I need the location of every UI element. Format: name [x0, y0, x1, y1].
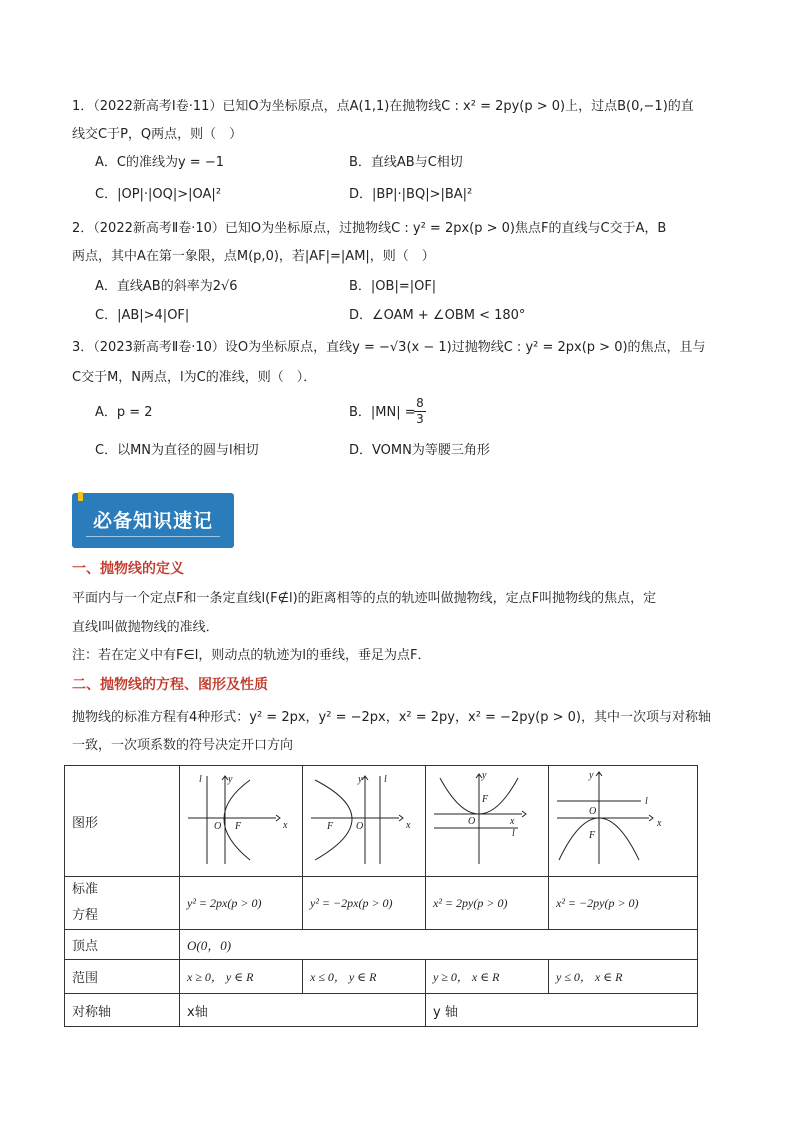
fig4-f-label: F [589, 830, 596, 841]
fig3-o-label: O [468, 816, 476, 827]
figure-cell-down [549, 766, 698, 877]
q2-stem-line2: 两点，其中A在第一象限，点M(p,0)，若|AF|=|AM|，则（ ） [72, 249, 435, 264]
fraction-numerator: 8 [414, 396, 426, 412]
table-row-figure [65, 766, 698, 877]
q2-option-d: D．∠OAM + ∠OBM < 180° [349, 308, 526, 323]
q3-option-a: A．p = 2 [95, 405, 153, 420]
axis-x: x轴 [180, 994, 426, 1027]
section1-line2: 直线l叫做抛物线的准线． [72, 620, 219, 635]
q1-stem-line2: 线交C于P，Q两点，则（ ） [72, 127, 243, 142]
section2-line2: 一致，一次项系数的符号决定开口方向 [72, 738, 294, 753]
q2-stem-line1: 2．（2022新高考Ⅱ卷·10）已知O为坐标原点，过抛物线C : y² = 2px(p > 0)焦点F的直线与C交于A，B [72, 221, 667, 236]
fig1-o-label: O [214, 821, 222, 832]
q3-option-c: C．以MN为直径的圆与l相切 [95, 443, 259, 458]
badge-tab [78, 492, 83, 501]
fig3-f-label: F [482, 794, 489, 805]
figure-cell-up [426, 766, 549, 877]
table-row-vertex [65, 930, 698, 960]
q2-option-c: C．|AB|>4|OF| [95, 308, 190, 323]
equation-right: y² = 2px(p > 0) [180, 877, 303, 930]
table-row-axis [65, 994, 698, 1027]
section1-note: 注：若在定义中有F∈l，则动点的轨迹为l的垂线，垂足为点F． [72, 648, 431, 663]
row-label-equation-1: 标准 [72, 882, 99, 897]
fig4-o-label: O [589, 806, 597, 817]
fig2-l-label: l [384, 774, 387, 785]
fig1-f-label: F [235, 821, 242, 832]
section2-title: 二、抛物线的方程、图形及性质 [72, 677, 268, 693]
section-badge-label: 必备知识速记 [92, 510, 213, 532]
table-row-range [65, 960, 698, 994]
range-right: x ≥ 0， y ∈ R [180, 960, 303, 994]
q1-option-d: D．|BP|·|BQ|>|BA|² [349, 187, 473, 202]
fig4-y-label: y [589, 770, 594, 781]
row-label-figure: 图形 [65, 766, 180, 877]
parabola-up-figure [426, 766, 548, 872]
range-down: y ≤ 0， x ∈ R [549, 960, 698, 994]
row-label-range: 范围 [65, 960, 180, 994]
badge-underline [86, 536, 220, 537]
q2-option-b: B．|OB|=|OF| [349, 279, 437, 294]
equation-left: y² = −2px(p > 0) [303, 877, 426, 930]
fig3-l-label: l [512, 828, 515, 839]
fig1-x-label: x [283, 820, 288, 831]
range-up: y ≥ 0， x ∈ R [426, 960, 549, 994]
section2-line1: 抛物线的标准方程有4种形式：y² = 2px，y² = −2px，x² = 2py，x² = −2py(p > 0)，其中一次项与对称轴 [72, 710, 711, 725]
parabola-right-figure [180, 766, 302, 872]
q1-option-a: A．C的准线为y = −1 [95, 155, 224, 170]
section-badge [72, 493, 234, 548]
parabola-properties-table [64, 765, 698, 1027]
row-label-vertex: 顶点 [65, 930, 180, 960]
fig3-x-label: x [510, 816, 515, 827]
fig2-f-label: F [327, 821, 334, 832]
section1-title: 一、抛物线的定义 [72, 561, 184, 577]
fig3-y-label: y [482, 770, 487, 781]
row-label-equation-2: 方程 [72, 908, 99, 923]
parabola-down-figure [549, 766, 689, 872]
row-label-equation [65, 877, 180, 930]
fig4-l-label: l [645, 796, 648, 807]
equation-up: x² = 2py(p > 0) [426, 877, 549, 930]
fig2-y-label: y [358, 774, 363, 785]
q3-option-b-fraction [414, 396, 426, 427]
row-label-axis: 对称轴 [65, 994, 180, 1027]
equation-down: x² = −2py(p > 0) [549, 877, 698, 930]
range-left: x ≤ 0， y ∈ R [303, 960, 426, 994]
figure-cell-left [303, 766, 426, 877]
fig1-l-label: l [199, 774, 202, 785]
q3-option-d: D．VOMN为等腰三角形 [349, 443, 490, 458]
q1-stem-line1: 1．（2022新高考Ⅰ卷·11）已知O为坐标原点，点A(1,1)在抛物线C : x² = 2py(p > 0)上，过点B(0,−1)的直 [72, 99, 694, 114]
section1-line1: 平面内与一个定点F和一条定直线l(F∉l)的距离相等的点的轨迹叫做抛物线，定点F叫抛物线的焦点，定 [72, 591, 657, 606]
q3-stem-line1: 3．（2023新高考Ⅱ卷·10）设O为坐标原点，直线y = −√3(x − 1)过抛物线C : y² = 2px(p > 0)的焦点，且与 [72, 340, 706, 355]
fig2-x-label: x [406, 820, 411, 831]
q3-option-b: B．|MN| = [349, 405, 416, 420]
fig2-o-label: O [356, 821, 364, 832]
fig1-y-label: y [228, 774, 233, 785]
parabola-left-figure [303, 766, 425, 872]
q3-stem-line2: C交于M，N两点，l为C的准线，则（ ）． [72, 370, 317, 385]
q1-option-b: B．直线AB与C相切 [349, 155, 463, 170]
table-row-equation [65, 877, 698, 930]
axis-y: y 轴 [426, 994, 698, 1027]
figure-cell-right [180, 766, 303, 877]
q2-option-a: A．直线AB的斜率为2√6 [95, 279, 238, 294]
vertex-value: O(0，0) [180, 930, 698, 960]
fraction-denominator: 3 [416, 412, 424, 426]
fig4-x-label: x [657, 818, 662, 829]
q1-option-c: C．|OP|·|OQ|>|OA|² [95, 187, 222, 202]
